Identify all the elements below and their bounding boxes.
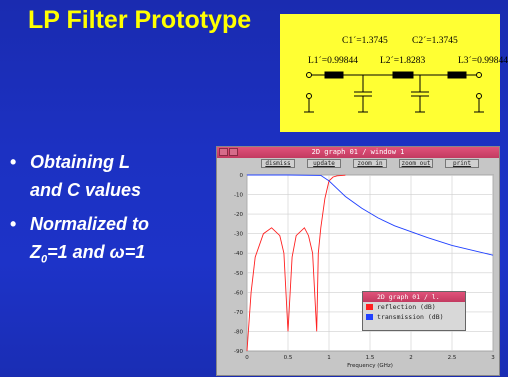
bullet-item-obtaining bbox=[8, 148, 208, 204]
plot-window bbox=[216, 146, 500, 376]
capacitor-c1-label: C1´=1.3745 bbox=[342, 36, 388, 46]
input-terminal bbox=[307, 73, 312, 78]
legend-swatch-reflection bbox=[366, 304, 373, 310]
update-button[interactable]: update bbox=[307, 159, 341, 168]
y-tick-label: -20 bbox=[234, 212, 243, 219]
legend-title[interactable]: 2D graph 01 / l. bbox=[363, 292, 465, 302]
output-terminal bbox=[477, 73, 482, 78]
x-tick-label: 1 bbox=[327, 355, 331, 361]
bullet-item-normalized bbox=[8, 210, 208, 274]
z0-text: Z bbox=[30, 242, 41, 262]
inductor-l2-label: L2´=1.8283 bbox=[380, 56, 426, 66]
bullet-dot: • bbox=[10, 214, 17, 234]
window-menu-icon[interactable] bbox=[219, 148, 228, 156]
y-tick-label: -80 bbox=[234, 329, 243, 336]
z0-subscript: 0 bbox=[41, 253, 48, 266]
y-tick-label: -40 bbox=[234, 251, 243, 258]
y-tick-label: -90 bbox=[234, 349, 243, 355]
inductor-l3 bbox=[448, 72, 466, 78]
y-tick-label: 0 bbox=[239, 173, 243, 179]
input-ground-terminal bbox=[307, 94, 312, 99]
dismiss-button[interactable]: dismiss bbox=[261, 159, 295, 168]
bullet-dot: • bbox=[10, 152, 17, 172]
legend-item-reflection bbox=[363, 302, 465, 312]
x-axis-label: Frequency (GHz) bbox=[347, 363, 393, 369]
circuit-schematic bbox=[280, 14, 500, 132]
omega-symbol: ω bbox=[109, 242, 125, 262]
legend-item-transmission bbox=[363, 312, 465, 322]
bullet-line: and C values bbox=[30, 180, 142, 200]
bullet-list bbox=[8, 148, 208, 280]
inductor-l1-label: L1´=0.99844 bbox=[308, 56, 358, 66]
bullet-line: Obtaining L bbox=[30, 152, 130, 172]
circuit-diagram bbox=[280, 14, 508, 132]
x-tick-label: 3 bbox=[491, 355, 495, 361]
y-tick-label: -70 bbox=[234, 309, 243, 316]
legend-swatch-transmission bbox=[366, 314, 373, 320]
x-tick-label: 2 bbox=[409, 355, 413, 361]
zoom-out-button[interactable]: zoom out bbox=[399, 159, 433, 168]
legend-window bbox=[362, 291, 466, 331]
legend-label: reflection (dB) bbox=[377, 303, 436, 311]
formula-middle: =1 and bbox=[47, 242, 110, 262]
y-tick-label: -30 bbox=[234, 231, 243, 238]
y-tick-label: -60 bbox=[234, 290, 243, 297]
legend-label: transmission (dB) bbox=[377, 313, 444, 321]
formula-end: =1 bbox=[124, 242, 146, 262]
inductor-l3-label: L3´=0.99844 bbox=[458, 56, 508, 66]
x-tick-label: 2.5 bbox=[447, 355, 457, 361]
x-tick-label: 1.5 bbox=[365, 355, 375, 361]
x-tick-label: 0 bbox=[245, 355, 249, 361]
output-ground-terminal bbox=[477, 94, 482, 99]
y-tick-label: -50 bbox=[234, 270, 243, 277]
window-title-bar[interactable] bbox=[217, 147, 499, 158]
inductor-l2 bbox=[393, 72, 413, 78]
bullet-line: Normalized to bbox=[30, 214, 150, 234]
inductor-l1 bbox=[325, 72, 343, 78]
slide-title: LP Filter Prototype bbox=[28, 6, 252, 34]
window-title: 2D graph 01 / window 1 bbox=[311, 148, 405, 156]
window-minimize-icon[interactable] bbox=[229, 148, 238, 156]
capacitor-c2-label: C2´=1.3745 bbox=[412, 36, 458, 46]
bullet-line-formula bbox=[30, 238, 208, 274]
plot-area bbox=[217, 169, 501, 377]
plot-toolbar bbox=[217, 158, 499, 169]
zoom-in-button[interactable]: zoom in bbox=[353, 159, 387, 168]
y-tick-label: -10 bbox=[234, 192, 243, 199]
print-button[interactable]: print bbox=[445, 159, 479, 168]
x-tick-label: 0.5 bbox=[283, 355, 293, 361]
